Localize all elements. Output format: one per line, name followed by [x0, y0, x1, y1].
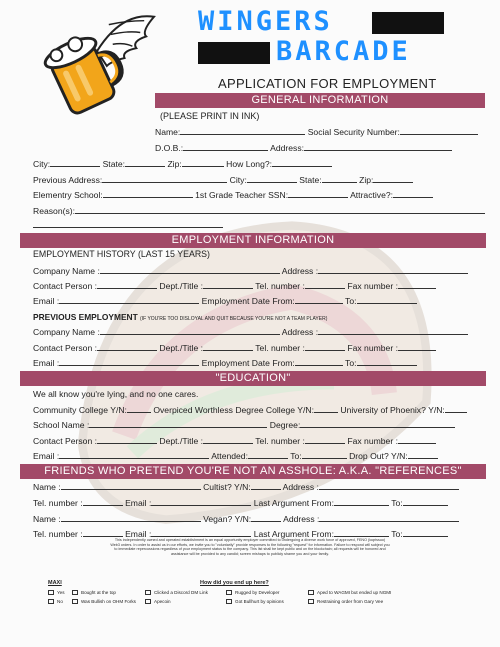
fine-print: This independently owned and operated establishment is an equal opportunity employer committed to undergoing a diverse work force of approved, FENO (loqrissuo) Web3 orders. In order to assist us in our efforts, we invite you to "voluntarily" provide responses to the following "request" for information. Failure to respond will subject you to immediate repercussions regardless of your employment status to the company. This list shall be kept public and on the blockchain; all requests will be honored and assistance will be provided to any candid; screen mishaps to publicly shame you and your family.	[110, 538, 390, 556]
section-general: GENERAL INFORMATION	[155, 93, 485, 108]
section-education: "EDUCATION"	[20, 371, 486, 386]
item-checkbox[interactable]	[226, 599, 232, 604]
teacher-ssn-field[interactable]	[288, 190, 348, 198]
page-title: APPLICATION FOR EMPLOYMENT	[218, 76, 437, 91]
prev-address-label: Previous Address:	[33, 175, 103, 185]
state-field[interactable]	[125, 159, 165, 167]
how-long-field[interactable]	[272, 159, 332, 167]
row-ref-1-tel	[33, 498, 448, 508]
ref-name-field[interactable]	[61, 482, 201, 490]
row-contact-1	[33, 281, 436, 291]
ref-tel-field[interactable]	[83, 498, 123, 506]
row-elementary	[33, 190, 433, 200]
row-company-2	[33, 327, 468, 337]
dropout-label: Drop Out? Y/N:	[349, 451, 408, 461]
phoenix-field[interactable]	[445, 405, 467, 413]
date-to-label: To:	[345, 296, 357, 306]
edu-dept-label: Dept./Title :	[159, 436, 204, 446]
tel-label: Tel. number :	[255, 281, 305, 291]
row-edu-contact	[33, 436, 436, 446]
row-school	[33, 420, 455, 430]
date-from-field-2[interactable]	[295, 358, 343, 366]
fax-field[interactable]	[398, 281, 436, 289]
name-label: Name:	[155, 127, 181, 137]
ref-to-label: To:	[391, 498, 403, 508]
cc-label: Community College Y/N:	[33, 405, 127, 415]
employment-history-heading: EMPLOYMENT HISTORY (LAST 15 YEARS)	[33, 249, 210, 259]
attended-label: Attended:	[211, 451, 248, 461]
no-label: No	[57, 599, 63, 604]
cc-field[interactable]	[127, 405, 151, 413]
edu-email-field[interactable]	[59, 451, 209, 459]
row-reasons	[33, 206, 485, 216]
company-address-label: Address :	[281, 266, 319, 276]
row-prev-address	[33, 175, 413, 185]
row-reasons-2	[33, 220, 223, 230]
ref2-tel-field[interactable]	[83, 529, 123, 537]
dob-label: D.O.B.:	[155, 143, 184, 153]
attractive-field[interactable]	[393, 190, 433, 198]
edu-tel-label: Tel. number :	[255, 436, 305, 446]
edu-contact-label: Contact Person :	[33, 436, 98, 446]
item-label: Bought at the top	[81, 590, 116, 595]
contact-label: Contact Person :	[33, 281, 98, 291]
company-label-2: Company Name :	[33, 327, 100, 337]
email-label: Email :	[33, 296, 60, 306]
dropout-field[interactable]	[408, 451, 438, 459]
brand-bar-1	[372, 12, 444, 34]
check-no[interactable]	[48, 599, 63, 604]
last-arg-field[interactable]	[334, 498, 389, 506]
phoenix-label: University of Phoenix? Y/N:	[340, 405, 445, 415]
prev-address-field[interactable]	[102, 175, 227, 183]
date-from-label: Employment Date From:	[201, 296, 295, 306]
company-address-field-2[interactable]	[318, 327, 468, 335]
edu-fax-label: Fax number :	[347, 436, 398, 446]
edu-to-label: To:	[290, 451, 302, 461]
company-field-2[interactable]	[100, 327, 280, 335]
dept-label-2: Dept./Title :	[159, 343, 204, 353]
tel-field[interactable]	[305, 281, 345, 289]
address-label: Address:	[270, 143, 305, 153]
ref-tel-label: Tel. number :	[33, 498, 83, 508]
item-checkbox[interactable]	[72, 599, 78, 604]
ref2-name-label: Name :	[33, 514, 61, 524]
row-email-1	[33, 296, 417, 306]
previous-employment-heading	[33, 312, 327, 322]
brand-line-2: BARCADE	[276, 36, 411, 67]
yes-label: Yes	[57, 590, 65, 595]
overpriced-label: Overpiced Worthless Degree College Y/N:	[153, 405, 314, 415]
row-name	[155, 127, 478, 137]
cultist-label: Cultist? Y/N:	[203, 482, 251, 492]
ref2-name-field[interactable]	[61, 514, 201, 522]
attended-field[interactable]	[248, 451, 288, 459]
ref-email-field[interactable]	[151, 498, 251, 506]
check-item[interactable]	[145, 590, 208, 595]
contact-field[interactable]	[97, 281, 157, 289]
fax-field-2[interactable]	[398, 343, 436, 351]
item-label: Was Bullish on OHM Forks	[81, 599, 136, 604]
city-field[interactable]	[50, 159, 100, 167]
prev-state-label: State:	[299, 175, 322, 185]
ref2-to-field[interactable]	[403, 529, 448, 537]
zip-label: Zip:	[167, 159, 182, 169]
state-label: State:	[102, 159, 126, 169]
item-checkbox[interactable]	[226, 590, 232, 595]
how-heading: How did you end up here?	[200, 580, 269, 586]
edu-dept-field[interactable]	[203, 436, 253, 444]
contact-label-2: Contact Person :	[33, 343, 98, 353]
check-item[interactable]	[145, 599, 171, 604]
section-employment: EMPLOYMENT INFORMATION	[20, 233, 486, 248]
how-long-label: How Long?:	[226, 159, 273, 169]
edu-contact-field[interactable]	[97, 436, 157, 444]
tel-field-2[interactable]	[305, 343, 345, 351]
company-address-label-2: Address :	[281, 327, 319, 337]
school-field[interactable]	[89, 420, 267, 428]
item-label: Rugged by Developer	[235, 590, 280, 595]
item-checkbox[interactable]	[308, 599, 314, 604]
prev-state-field[interactable]	[322, 175, 357, 183]
maxi-heading: MAXI	[48, 580, 62, 586]
edu-tel-field[interactable]	[305, 436, 345, 444]
prev-city-label: City:	[229, 175, 247, 185]
prev-zip-label: Zip:	[359, 175, 374, 185]
email-field[interactable]	[59, 296, 199, 304]
row-dob	[155, 143, 452, 153]
prev-zip-field[interactable]	[373, 175, 413, 183]
education-intro: We all know you're lying, and no one cares.	[33, 389, 199, 399]
check-item[interactable]	[72, 590, 116, 595]
print-note: (PLEASE PRINT IN INK)	[160, 111, 260, 121]
ref2-email-field[interactable]	[151, 529, 251, 537]
item-label: Restraining order from Gary Vee	[317, 599, 384, 604]
section-references: FRIENDS WHO PRETEND YOU'RE NOT AN ASSHOLE: A.K.A. "REFERENCES"	[20, 464, 486, 479]
check-item[interactable]	[72, 599, 136, 604]
school-label: School Name :	[33, 420, 90, 430]
no-checkbox[interactable]	[48, 599, 54, 604]
date-to-field[interactable]	[357, 296, 417, 304]
attractive-label: Attractive?:	[350, 190, 394, 200]
ref-to-field[interactable]	[403, 498, 448, 506]
ssn-field[interactable]	[400, 127, 478, 135]
beer-wing-logo	[38, 6, 156, 116]
ref2-to-label: To:	[391, 529, 403, 539]
row-edu-email	[33, 451, 438, 461]
check-item[interactable]	[226, 590, 279, 595]
company-field[interactable]	[100, 266, 280, 274]
last-arg-label: Last Argument From:	[253, 498, 334, 508]
reasons-field-2[interactable]	[33, 220, 223, 228]
dept-field[interactable]	[203, 281, 253, 289]
vegan-field[interactable]	[251, 514, 281, 522]
row-ref-2	[33, 514, 459, 524]
item-label: Apecoin	[154, 599, 171, 604]
edu-to-field[interactable]	[302, 451, 347, 459]
item-checkbox[interactable]	[145, 590, 151, 595]
overpriced-field[interactable]	[314, 405, 338, 413]
cultist-field[interactable]	[251, 482, 281, 490]
zip-field[interactable]	[182, 159, 224, 167]
teacher-ssn-label: 1st Grade Teacher SSN:	[195, 190, 289, 200]
check-item[interactable]	[226, 599, 284, 604]
yes-checkbox[interactable]	[48, 590, 54, 595]
check-item[interactable]	[308, 590, 391, 595]
email-field-2[interactable]	[59, 358, 199, 366]
email-label-2: Email :	[33, 358, 60, 368]
previous-employment-label: PREVIOUS EMPLOYMENT	[33, 312, 138, 322]
date-to-field-2[interactable]	[357, 358, 417, 366]
item-checkbox[interactable]	[308, 590, 314, 595]
elementary-label: Elementry School:	[33, 190, 103, 200]
elementary-field[interactable]	[103, 190, 193, 198]
item-label: Got Bullhurt by opinions	[235, 599, 284, 604]
row-ref-1	[33, 482, 459, 492]
ref-name-label: Name :	[33, 482, 61, 492]
fax-label-2: Fax number :	[347, 343, 398, 353]
prev-city-field[interactable]	[247, 175, 297, 183]
ref-address-field[interactable]	[319, 482, 459, 490]
fax-label: Fax number :	[347, 281, 398, 291]
ref2-email-label: Email :	[125, 529, 152, 539]
ref2-last-arg-field[interactable]	[334, 529, 389, 537]
check-yes[interactable]	[48, 590, 65, 595]
city-label: City:	[33, 159, 51, 169]
item-checkbox[interactable]	[72, 590, 78, 595]
date-from-field[interactable]	[295, 296, 343, 304]
degree-label: Degree:	[269, 420, 301, 430]
name-field[interactable]	[180, 127, 305, 135]
brand-line-1: WINGERS	[198, 6, 333, 37]
reasons-field[interactable]	[75, 206, 485, 214]
row-company-1	[33, 266, 468, 276]
ssn-label: Social Security Number:	[307, 127, 400, 137]
brand-bar-2	[198, 42, 270, 64]
dob-field[interactable]	[183, 143, 268, 151]
dept-field-2[interactable]	[203, 343, 253, 351]
vegan-label: Vegan? Y/N:	[203, 514, 252, 524]
edu-fax-field[interactable]	[398, 436, 436, 444]
dept-label: Dept./Title :	[159, 281, 204, 291]
ref2-last-arg-label: Last Argument From:	[253, 529, 334, 539]
item-label: Clicked a Discord DM Link	[154, 590, 208, 595]
row-city	[33, 159, 332, 169]
contact-field-2[interactable]	[97, 343, 157, 351]
reasons-label: Reason(s):	[33, 206, 76, 216]
row-contact-2	[33, 343, 436, 353]
row-colleges	[33, 405, 467, 415]
ref2-address-label: Address :	[283, 514, 320, 524]
item-checkbox[interactable]	[145, 599, 151, 604]
ref-email-label: Email :	[125, 498, 152, 508]
ref2-tel-label: Tel. number :	[33, 529, 83, 539]
ref2-address-field[interactable]	[319, 514, 459, 522]
degree-field[interactable]	[300, 420, 455, 428]
tel-label-2: Tel. number :	[255, 343, 305, 353]
check-item[interactable]	[308, 599, 383, 604]
edu-email-label: Email :	[33, 451, 60, 461]
item-label: Aped to WAGMI but ended up NGMI	[317, 590, 392, 595]
address-field[interactable]	[304, 143, 452, 151]
date-to-label-2: To:	[345, 358, 357, 368]
date-from-label-2: Employment Date From:	[201, 358, 295, 368]
row-email-2	[33, 358, 417, 368]
ref-address-label: Address :	[282, 482, 319, 492]
previous-employment-note: (IF YOU'RE TOO DISLOYAL AND QUIT BECAUSE YOU'RE NOT A TEAM PLAYER)	[140, 316, 328, 322]
company-label: Company Name :	[33, 266, 100, 276]
company-address-field[interactable]	[318, 266, 468, 274]
